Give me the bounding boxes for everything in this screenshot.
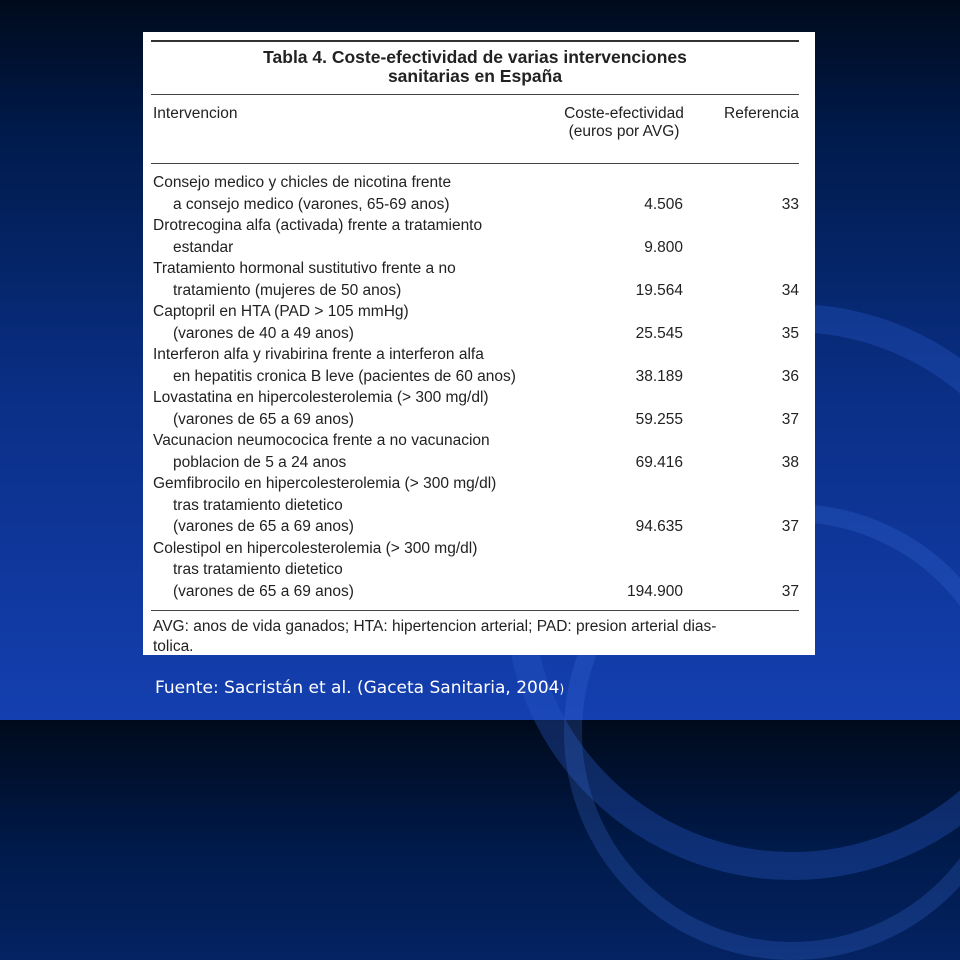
intervention-cell <box>151 473 549 538</box>
reference-value: 37 <box>781 518 799 535</box>
intervention-line: Tratamiento hormonal sustitutivo frente a no <box>153 260 456 277</box>
reference-value: 37 <box>781 410 799 428</box>
reference-cell <box>699 237 799 259</box>
header-cost-line2: (euros por AVG) <box>568 123 680 140</box>
reference-cell <box>699 366 799 388</box>
intervention-line: estandar <box>173 238 234 256</box>
cost-cell: 94.635 <box>635 518 683 535</box>
intervention-line: (varones de 65 a 69 anos) <box>173 410 354 428</box>
reference-value: 33 <box>781 195 799 213</box>
reference-value: 35 <box>781 324 799 342</box>
intervention-cell <box>151 215 549 258</box>
table-row <box>151 258 799 301</box>
table-row <box>151 430 799 473</box>
intervention-line: tras tratamiento dietetico <box>173 561 343 578</box>
cost-cell: 38.189 <box>635 367 683 385</box>
intervention-cell <box>151 538 549 603</box>
table-title-line1: Tabla 4. Coste-efectividad de varias intervenciones <box>263 47 687 67</box>
table-row <box>151 473 799 538</box>
reference-cell <box>699 452 799 474</box>
cost-cell: 25.545 <box>635 324 683 342</box>
table-row <box>151 387 799 430</box>
intervention-cell <box>151 344 549 387</box>
intervention-line: (varones de 65 a 69 anos) <box>173 518 354 535</box>
intervention-cell <box>151 387 549 430</box>
source-text: Fuente: Sacristán et al. (Gaceta Sanitaria, 2004 <box>155 678 560 698</box>
reference-cell <box>699 581 799 603</box>
reference-cell <box>699 409 799 431</box>
source-close-paren: ) <box>559 682 565 696</box>
reference-cell <box>699 280 799 302</box>
reference-cell <box>699 516 799 538</box>
header-cost <box>549 105 699 141</box>
intervention-line: (varones de 40 a 49 anos) <box>173 324 354 342</box>
intervention-line: Consejo medico y chicles de nicotina frente <box>153 174 452 191</box>
intervention-cell <box>151 301 549 344</box>
cost-cell: 59.255 <box>635 410 683 428</box>
footnote-line2: tolica. <box>153 638 194 655</box>
reference-value: 36 <box>781 367 799 385</box>
header-reference: Referencia <box>724 105 799 122</box>
intervention-line: Colestipol en hipercolesterolemia (> 300 mg/dl) <box>153 539 478 557</box>
table-title <box>151 42 799 94</box>
intervention-line: tratamiento (mujeres de 50 anos) <box>173 281 402 299</box>
cost-cell: 194.900 <box>626 582 683 600</box>
source-caption <box>155 678 564 698</box>
header-cost-line1: Coste-efectividad <box>564 105 684 122</box>
intervention-line: Captopril en HTA (PAD > 105 mmHg) <box>153 303 409 320</box>
reference-cell <box>699 323 799 345</box>
reference-value: 38 <box>781 453 799 471</box>
intervention-cell <box>151 430 549 473</box>
intervention-line: a consejo medico (varones, 65-69 anos) <box>173 195 450 213</box>
intervention-cell <box>151 172 549 215</box>
intervention-line: tras tratamiento dietetico <box>173 496 343 514</box>
intervention-line: en hepatitis cronica B leve (pacientes de 60 anos) <box>173 367 516 385</box>
table-row <box>151 301 799 344</box>
intervention-line: (varones de 65 a 69 anos) <box>173 582 354 600</box>
cost-cell: 9.800 <box>644 238 683 256</box>
table-image <box>143 32 815 655</box>
cost-cell: 4.506 <box>644 195 683 213</box>
table-row <box>151 538 799 603</box>
table-body <box>151 164 799 610</box>
intervention-line: poblacion de 5 a 24 anos <box>173 453 347 471</box>
reference-cell <box>699 194 799 216</box>
intervention-line: Drotrecogina alfa (activada) frente a tratamiento <box>153 217 483 234</box>
table-row <box>151 344 799 387</box>
cost-cell: 19.564 <box>635 281 683 299</box>
table-header-row <box>151 95 799 163</box>
header-intervention: Intervencion <box>153 105 238 122</box>
intervention-line: Vacunacion neumococica frente a no vacunacion <box>153 432 490 449</box>
intervention-line: Interferon alfa y rivabirina frente a interferon alfa <box>153 346 484 363</box>
reference-value: 34 <box>781 281 799 299</box>
table-footnote <box>151 611 799 657</box>
intervention-line: Lovastatina en hipercolesterolemia (> 300 mg/dl) <box>153 389 489 406</box>
footnote-line1: AVG: anos de vida ganados; HTA: hipertencion arterial; PAD: presion arterial dias- <box>153 618 717 635</box>
intervention-line: Gemfibrocilo en hipercolesterolemia (> 300 mg/dl) <box>153 475 497 492</box>
cost-cell: 69.416 <box>635 453 683 471</box>
table-row <box>151 172 799 215</box>
table-row <box>151 215 799 258</box>
reference-value: 37 <box>781 582 799 600</box>
table-title-line2: sanitarias en España <box>387 66 563 86</box>
intervention-cell <box>151 258 549 301</box>
